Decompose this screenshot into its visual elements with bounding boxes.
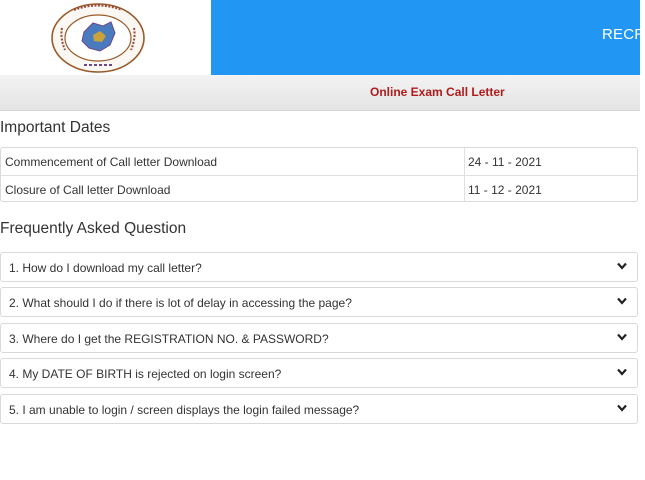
chevron-down-icon xyxy=(617,262,627,270)
faq-item-4[interactable] xyxy=(0,358,638,388)
chevron-down-icon xyxy=(617,404,627,412)
page-header xyxy=(0,0,645,75)
date-value: 11 - 12 - 2021 xyxy=(468,183,542,197)
faq-question: 4. My DATE OF BIRTH is rejected on login screen? xyxy=(9,367,282,381)
nav-strip xyxy=(0,75,640,111)
date-label: Closure of Call letter Download xyxy=(5,183,171,197)
header-banner xyxy=(211,0,645,75)
important-dates-heading: Important Dates xyxy=(0,119,111,136)
chevron-down-icon xyxy=(617,368,627,376)
faq-item-5[interactable] xyxy=(0,394,638,424)
table-row xyxy=(1,175,637,203)
banner-title: RECR xyxy=(602,26,645,43)
table-row xyxy=(1,148,637,175)
faq-heading: Frequently Asked Question xyxy=(0,220,187,237)
organization-logo xyxy=(48,2,148,74)
faq-item-3[interactable] xyxy=(0,323,638,353)
faq-item-1[interactable] xyxy=(0,252,638,282)
faq-question: 2. What should I do if there is lot of delay in accessing the page? xyxy=(9,296,352,310)
important-dates-table xyxy=(0,147,638,202)
page-subtitle: Online Exam Call Letter xyxy=(370,85,505,99)
date-label: Commencement of Call letter Download xyxy=(5,155,218,169)
faq-question: 3. Where do I get the REGISTRATION NO. & PASSWORD? xyxy=(9,332,329,346)
chevron-down-icon xyxy=(617,297,627,305)
faq-question: 1. How do I download my call letter? xyxy=(9,261,202,275)
logo-area xyxy=(0,0,211,75)
faq-item-2[interactable] xyxy=(0,287,638,317)
date-value: 24 - 11 - 2021 xyxy=(468,155,542,169)
chevron-down-icon xyxy=(617,333,627,341)
faq-question: 5. I am unable to login / screen displays the login failed message? xyxy=(9,403,360,417)
